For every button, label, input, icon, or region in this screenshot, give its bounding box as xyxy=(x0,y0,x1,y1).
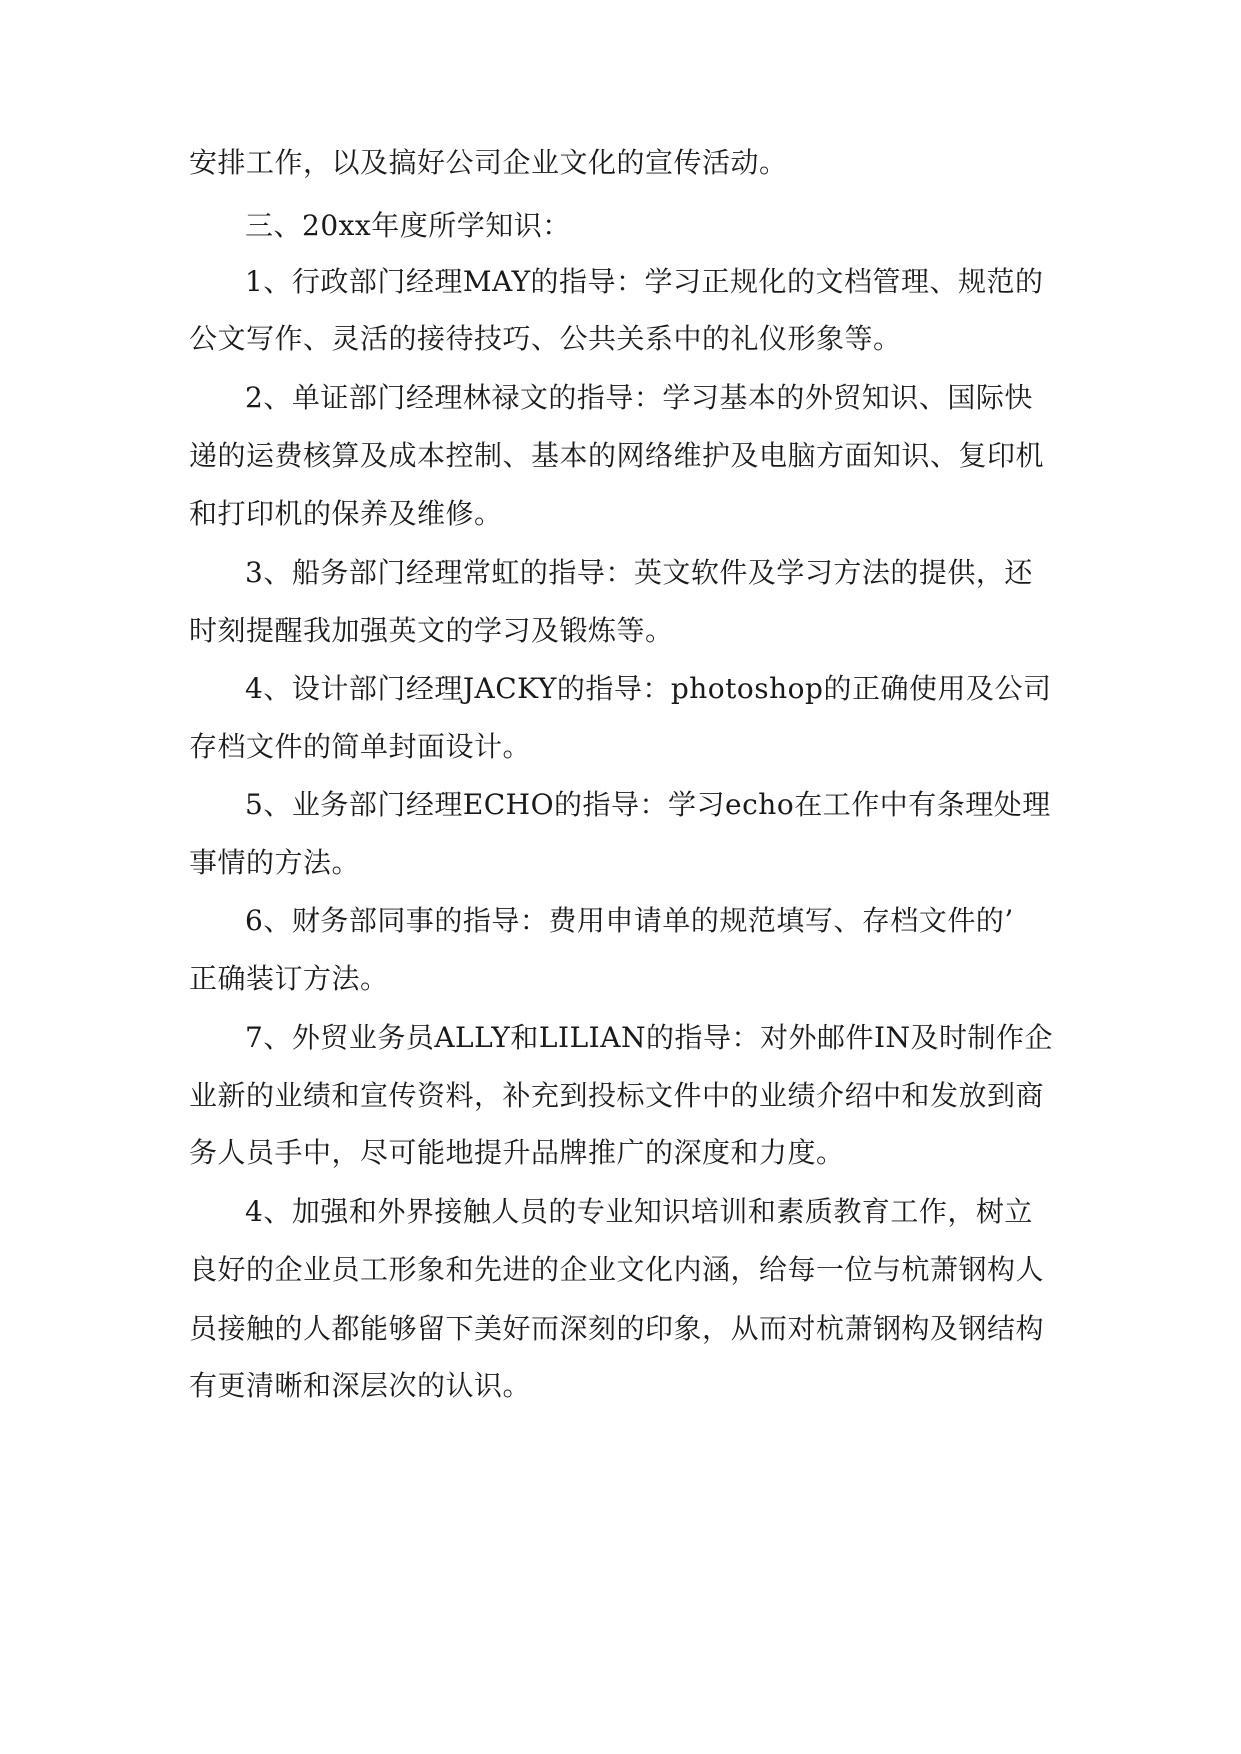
text-line: 存档文件的简单封面设计。 xyxy=(189,730,532,763)
text-line: 3、船务部门经理常虹的指导：英文软件及学习方法的提供，还 xyxy=(245,556,1033,589)
text-line: 员接触的人都能够留下美好而深刻的印象，从而对杭萧钢构及钢结构 xyxy=(189,1312,1045,1345)
text-line: 业新的业绩和宣传资料，补充到投标文件中的业绩介绍中和发放到商 xyxy=(189,1079,1045,1112)
text-line: 递的运费核算及成本控制、基本的网络维护及电脑方面知识、复印机 xyxy=(189,439,1045,472)
text-line: 公文写作、灵活的接待技巧、公共关系中的礼仪形象等。 xyxy=(189,322,902,355)
text-line: 正确装订方法。 xyxy=(189,962,389,995)
text-line: 4、加强和外界接触人员的专业知识培训和素质教育工作，树立 xyxy=(245,1195,1033,1228)
text-line: 6、财务部同事的指导：费用申请单的规范填写、存档文件的’ xyxy=(245,904,1014,937)
text-line: 5、业务部门经理ECHO的指导：学习echo在工作中有条理处理 xyxy=(245,788,1051,821)
text-line: 时刻提醒我加强英文的学习及锻炼等。 xyxy=(189,614,674,647)
text-line: 1、行政部门经理MAY的指导：学习正规化的文档管理、规范的 xyxy=(245,265,1044,298)
text-line: 良好的企业员工形象和先进的企业文化内涵，给每一位与杭萧钢构人 xyxy=(189,1253,1045,1286)
text-line: 有更清晰和深层次的认识。 xyxy=(189,1369,532,1402)
text-line: 4、设计部门经理JACKY的指导：photoshop的正确使用及公司 xyxy=(245,672,1052,705)
text-line: 2、单证部门经理林禄文的指导：学习基本的外贸知识、国际快 xyxy=(245,381,1033,414)
text-line: 事情的方法。 xyxy=(189,846,361,879)
text-line: 务人员手中，尽可能地提升品牌推广的深度和力度。 xyxy=(189,1136,845,1169)
text-line: 7、外贸业务员ALLY和LILIAN的指导：对外邮件IN及时制作企 xyxy=(245,1021,1054,1054)
text-line: 和打印机的保养及维修。 xyxy=(189,497,503,530)
text-line: 安排工作，以及搞好公司企业文化的宣传活动。 xyxy=(189,146,788,179)
section-heading: 三、20xx年度所学知识： xyxy=(245,209,571,242)
